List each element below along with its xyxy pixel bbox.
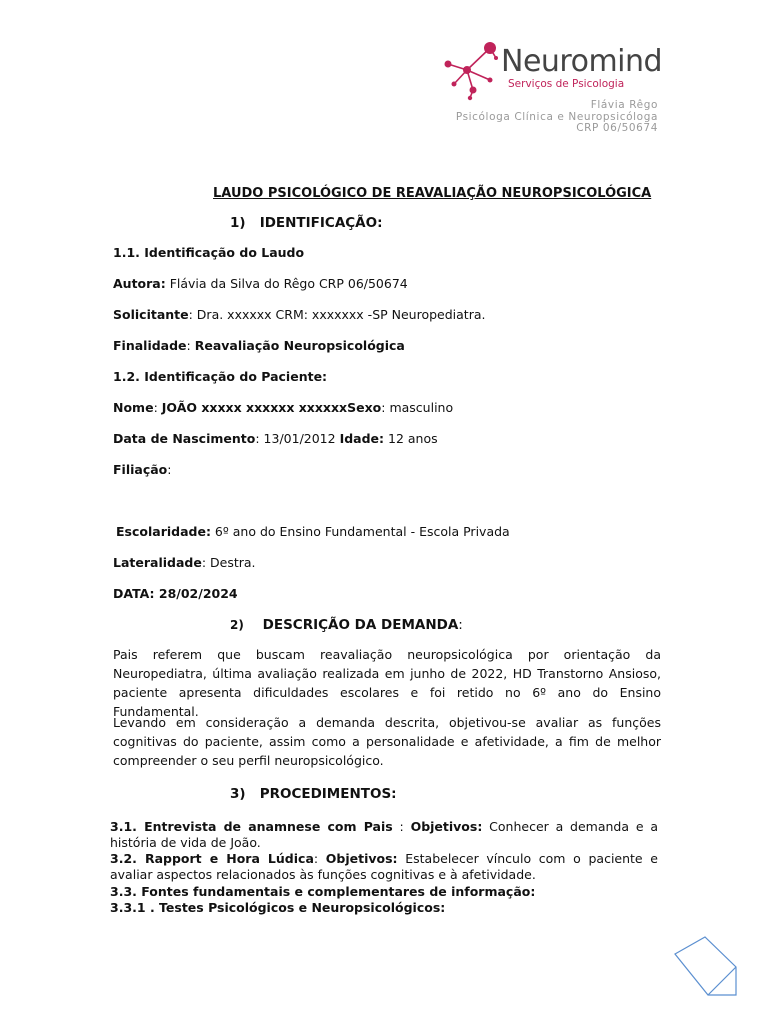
- escolaridade-label: Escolaridade:: [116, 524, 211, 539]
- filiacao-value: :: [167, 462, 172, 477]
- section2-number: 2): [230, 618, 244, 632]
- section3-number: 3): [230, 786, 246, 802]
- sexo-value: : masculino: [381, 400, 454, 415]
- procedure-item-3-1: [110, 819, 658, 851]
- finalidade-separator: :: [186, 338, 195, 353]
- item1-title: 3.1. Entrevista de anamnese com Pais: [110, 819, 393, 834]
- brand-tagline: Serviços de Psicologia: [508, 78, 625, 90]
- procedure-item-3-3: 3.3. Fontes fundamentais e complementares de informação:: [110, 884, 536, 899]
- idade-value: 12 anos: [384, 431, 438, 446]
- section1-number: 1): [230, 215, 246, 231]
- sexo-label: Sexo: [347, 400, 382, 415]
- item1-label: Objetivos:: [410, 819, 483, 834]
- brand-name: Neuromind: [501, 44, 663, 79]
- autora-label: Autora:: [113, 276, 166, 291]
- professional-crp: CRP 06/50674: [576, 122, 658, 134]
- professional-name: Flávia Rêgo: [590, 99, 658, 111]
- nascimento-label: Data de Nascimento: [113, 431, 256, 446]
- lateralidade-label: Lateralidade: [113, 555, 202, 570]
- section1-heading: [230, 215, 383, 231]
- section3-heading: [230, 786, 397, 802]
- item2-title: 3.2. Rapport e Hora Lúdica: [110, 851, 314, 866]
- section2-suffix: :: [458, 617, 463, 633]
- page-corner-decoration-icon: [672, 934, 740, 996]
- solicitante-value: : Dra. xxxxxx CRM: xxxxxxx -SP Neuropediatra.: [188, 307, 486, 322]
- section3-title: PROCEDIMENTOS:: [259, 786, 397, 802]
- section2-heading: [230, 617, 463, 633]
- nome-line: [113, 400, 453, 415]
- finalidade-value: Reavaliação Neuropsicológica: [194, 338, 405, 353]
- nascimento-line: [113, 431, 438, 446]
- nome-value: JOÃO xxxxx xxxxxx xxxxxx: [161, 400, 348, 415]
- nascimento-value: : 13/01/2012: [255, 431, 340, 446]
- patient-identification-subheading: 1.2. Identificação do Paciente:: [113, 369, 328, 384]
- solicitante-label: Solicitante: [113, 307, 189, 322]
- section2-title: DESCRIÇÃO DA DEMANDA: [262, 617, 459, 633]
- procedure-item-3-2: [110, 851, 658, 883]
- autora-line: [113, 276, 408, 291]
- item1-text: Conhecer a demanda e a história de vida de João.: [110, 819, 659, 850]
- lateralidade-line: [113, 555, 256, 570]
- idade-label: Idade:: [339, 431, 385, 446]
- escolaridade-value: 6º ano do Ensino Fundamental - Escola Privada: [210, 524, 510, 539]
- nome-label: Nome: [113, 400, 154, 415]
- finalidade-line: [113, 338, 405, 353]
- filiacao-line: [113, 462, 171, 477]
- demand-paragraph-1: Pais referem que buscam reavaliação neuropsicológica por orientação da Neuropediatra, última avaliação realizada em junho de 2022, HD Transtorno Ansioso, paciente apresenta dificuldades escolares e foi retido no 6º ano do Ensino Fundamental.: [113, 647, 661, 719]
- item2-separator: :: [313, 851, 326, 866]
- nome-separator: :: [153, 400, 162, 415]
- item2-label: Objetivos:: [325, 851, 398, 866]
- professional-role: Psicóloga Clínica e Neuropsicóloga: [455, 111, 658, 123]
- procedure-item-3-3-1: 3.3.1 . Testes Psicológicos e Neuropsicológicos:: [110, 900, 446, 915]
- document-title: LAUDO PSICOLÓGICO DE REAVALIAÇÃO NEUROPSICOLÓGICA: [213, 186, 652, 201]
- section1-title: IDENTIFICAÇÃO:: [259, 215, 383, 231]
- item2-text: Estabelecer vínculo com o paciente e avaliar aspectos relacionados às funções cognitivas e à afetividade.: [110, 851, 658, 882]
- demand-paragraph-2: Levando em consideração a demanda descrita, objetivou-se avaliar as funções cognitivas do paciente, assim como a personalidade e afetividade, a fim de melhor compreender o seu perfil neuropsicológico.: [113, 715, 661, 768]
- autora-value: Flávia da Silva do Rêgo CRP 06/50674: [165, 276, 408, 291]
- finalidade-label: Finalidade: [113, 338, 187, 353]
- escolaridade-line: [116, 524, 510, 539]
- solicitante-line: [113, 307, 485, 322]
- laudo-identification-subheading: 1.1. Identificação do Laudo: [113, 245, 305, 260]
- neuromind-logo-icon: [440, 40, 500, 102]
- item1-separator: :: [392, 819, 411, 834]
- filiacao-label: Filiação: [113, 462, 168, 477]
- lateralidade-value: : Destra.: [201, 555, 256, 570]
- data-line: DATA: 28/02/2024: [113, 586, 238, 601]
